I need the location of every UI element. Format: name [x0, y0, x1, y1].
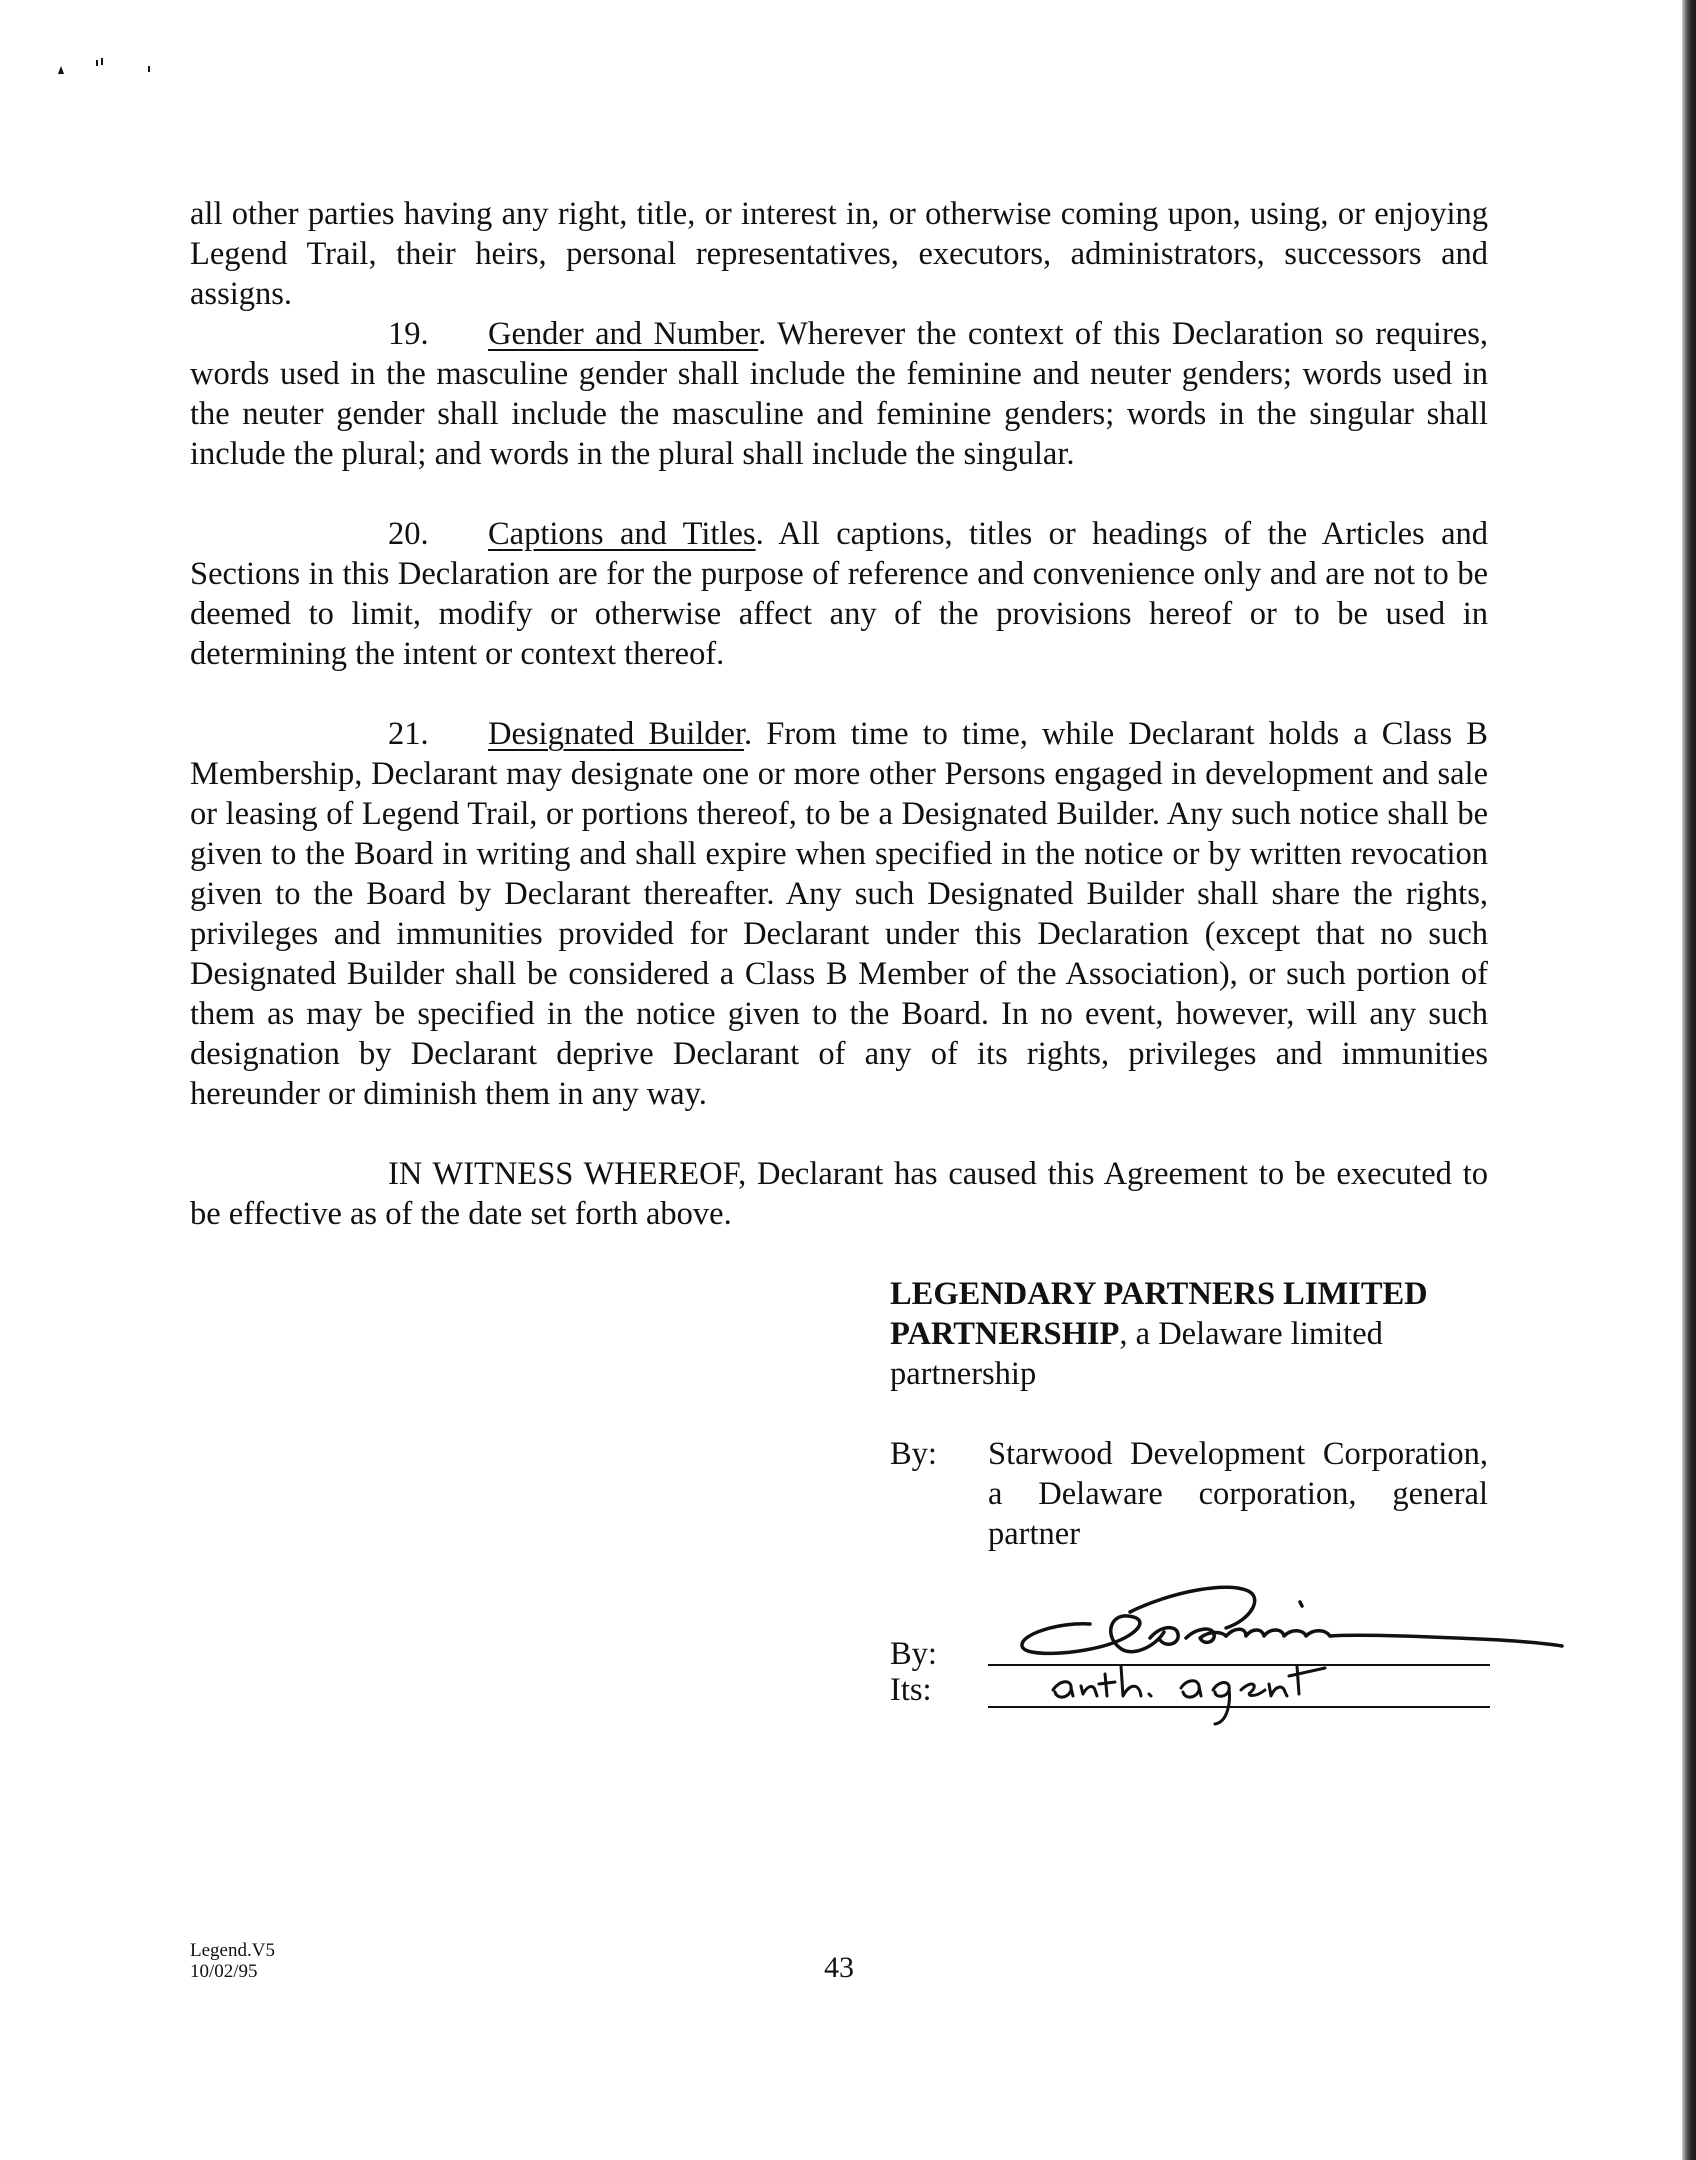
- party-description: , a Delaware limited partnership: [890, 1316, 1383, 1392]
- footer-doc-date: 10/02/95: [190, 1961, 258, 1982]
- witness-paragraph: [190, 1154, 1488, 1234]
- section-21-number: 21.: [388, 716, 429, 752]
- section-20-number: 20.: [388, 516, 429, 552]
- continuation-paragraph: [190, 194, 1488, 314]
- footer-doc-ref: Legend.V5: [190, 1940, 275, 1961]
- section-20-heading: Captions and Titles: [488, 516, 756, 552]
- signature-line-label: By:: [890, 1636, 937, 1672]
- section-19-heading: Gender and Number: [488, 316, 759, 352]
- continuation-text: all other parties having any right, title, or interest in, or otherwise coming upon, using, or enjoying Legend Trail, their heirs, personal representatives, executors, administrators, successors and assigns.: [190, 196, 1488, 312]
- scan-edge: [1682, 0, 1696, 2160]
- witness-text: IN WITNESS WHEREOF, Declarant has caused this Agreement to be executed to be effective as of the date set forth above.: [190, 1156, 1488, 1232]
- scan-marks: [48, 52, 168, 82]
- footer-reference: [190, 1940, 275, 1982]
- section-21-heading: Designated Builder: [488, 716, 744, 752]
- section-19-text: . Wherever the context of this Declaration so requires, words used in the masculine gender shall include the feminine and neuter genders; words used in the neuter gender shall include the masculine and feminine genders; words in the singular shall include the plural; and words in the plural shall include the singular.: [190, 316, 1488, 472]
- section-19-paragraph: [190, 314, 1488, 474]
- section-21-text: . From time to time, while Declarant holds a Class B Membership, Declarant may designate one or more other Persons engaged in development and sale or leasing of Legend Trail, or portions thereof, to be a Designated Builder. Any such notice shall be given to the Board in writing and shall expire when specified in the notice or by written revocation given to the Board by Declarant thereafter. Any such Designated Builder shall share the rights, privileges and immunities provided for Declarant under this Declaration (except that no such Designated Builder shall be considered a Class B Member of the Association), or such portion of them as may be specified in the notice given to the Board. In no event, however, will any such designation by Declarant deprive Declarant of any of its rights, privileges and immunities hereunder or diminish them in any way.: [190, 716, 1488, 1112]
- by-label: By:: [890, 1436, 937, 1472]
- section-20-text: . All captions, titles or headings of the Articles and Sections in this Declaration are for the purpose of reference and convenience only and are not to be deemed to limit, modify or otherwise affect any of the provisions hereof or to be used in determining the intent or context thereof.: [190, 516, 1488, 672]
- section-21-paragraph: [190, 714, 1488, 1114]
- section-20-paragraph: [190, 514, 1488, 674]
- section-19-number: 19.: [388, 316, 429, 352]
- by-entity: Starwood Development Corporation, a Delaware corporation, general partner: [988, 1436, 1488, 1552]
- party-name: LEGENDARY PARTNERS LIMITED PARTNERSHIP: [890, 1276, 1428, 1352]
- page-number: 43: [824, 1951, 854, 1984]
- its-line-label: Its:: [890, 1672, 932, 1708]
- handwritten-title: [1045, 1660, 1405, 1730]
- party-block: [890, 1274, 1490, 1394]
